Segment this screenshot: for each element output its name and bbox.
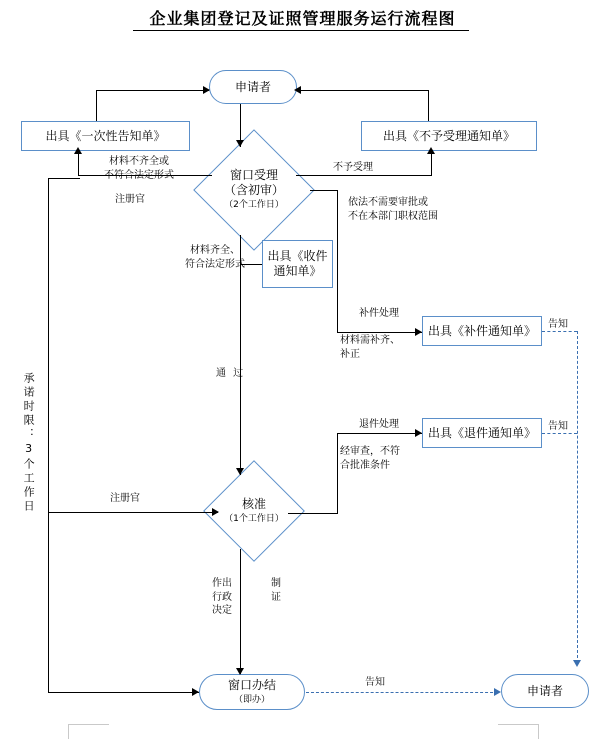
dashed-done-to-applicant (306, 692, 498, 693)
edge-supplement-riser (337, 190, 338, 333)
edge-left-loop-bottom (48, 692, 199, 693)
edge-approve-to-done (240, 549, 241, 674)
edge-left-loop-top (48, 178, 80, 179)
edge-window-to-reject-v (431, 152, 432, 176)
arrowhead (294, 86, 301, 94)
label-supplement-reason: 材料需补齐、 补正 (340, 335, 400, 360)
node-label-line1: 窗口受理 (229, 168, 278, 183)
corner-mark-left (68, 724, 109, 739)
label-return-process: 退件处理 (359, 419, 399, 430)
edge-reject-up (428, 90, 429, 121)
arrowhead (236, 468, 244, 475)
edge-to-supplement-h (337, 332, 422, 333)
node-notice-reject-accept[interactable] (361, 121, 537, 151)
edge-noticeonce-up (96, 90, 97, 121)
label-notify-2: 告知 (548, 421, 568, 432)
edge-to-return-h (337, 433, 422, 434)
edge-return-riser (337, 433, 338, 513)
edge-window-to-approve (240, 235, 241, 475)
node-return-notice[interactable] (422, 418, 542, 448)
arrowhead (192, 688, 199, 696)
node-supplement-notice[interactable] (422, 316, 542, 346)
node-label: 申请者 (234, 79, 271, 94)
arrowhead (212, 508, 219, 516)
arrowhead (494, 688, 501, 696)
arrowhead (74, 147, 82, 154)
label-law-scope: 依法不需要审批或 不在本部门职权范围 (348, 197, 438, 222)
arrowhead (415, 429, 422, 437)
node-label: 出具《补件通知单》 (427, 323, 536, 338)
node-label: 核准 (241, 496, 266, 511)
edge-supplement-from-window (310, 190, 338, 191)
arrowhead (573, 660, 581, 667)
node-notice-once[interactable] (21, 121, 190, 151)
node-applicant-bottom[interactable] (501, 674, 589, 708)
edge-window-to-reject-h (296, 175, 432, 176)
label-notify-3: 告知 (365, 677, 385, 688)
label-registrar-bottom: 注册官 (110, 493, 140, 504)
label-make-decision: 作出 行政 决定 (212, 578, 232, 616)
node-label-line1: 出具《收件 (267, 249, 328, 263)
edge-noticeonce-to-applicant (96, 90, 209, 91)
node-approve[interactable] (190, 470, 318, 552)
edge-left-loop-v (48, 178, 49, 693)
node-label: 申请者 (526, 683, 563, 698)
edge-window-to-noticeonce-v (78, 152, 79, 176)
label-complete: 材料齐全、 符合法定形式 (185, 245, 245, 270)
arrowhead (203, 86, 210, 94)
node-applicant-top[interactable] (209, 70, 297, 104)
label-make-cert: 制 证 (271, 578, 281, 603)
title-underline (133, 30, 469, 31)
page-title: 企业集团登记及证照管理服务运行流程图 (149, 9, 456, 28)
node-label: 窗口办结 (227, 677, 276, 692)
edge-registrar-to-approve (48, 512, 218, 513)
node-label: 出具《退件通知单》 (427, 425, 536, 440)
label-promise-deadline: 承诺时限：3个工作日 (22, 372, 36, 514)
arrowhead (236, 140, 244, 147)
node-window-done[interactable] (199, 674, 305, 710)
arrowhead (427, 147, 435, 154)
node-label: 出具《不予受理通知单》 (382, 128, 515, 143)
diamond-label (190, 145, 318, 235)
node-label-line2: 通知单》 (273, 264, 322, 278)
label-incomplete: 材料不齐全或 不符合法定形式 (104, 156, 174, 181)
label-notify-1: 告知 (548, 319, 568, 330)
node-label-sub: （1个工作日） (224, 513, 284, 524)
label-pass: 通 过 (216, 368, 246, 379)
edge-approve-to-return (288, 513, 338, 514)
label-return-reason: 经审查，不符 合批准条件 (340, 446, 400, 471)
node-label-sub: （2个工作日） (224, 200, 284, 211)
label-not-accept: 不予受理 (333, 162, 373, 173)
dashed-supplement-to-applicant-v (577, 331, 578, 663)
node-receipt-notice[interactable] (262, 240, 333, 288)
node-label-sub: （即办） (233, 694, 270, 705)
corner-mark-right (498, 724, 539, 739)
node-window-accept[interactable] (190, 145, 318, 235)
node-label-line2: （含初审） (223, 183, 284, 198)
label-registrar-top: 注册官 (115, 194, 145, 205)
diamond-label (190, 470, 318, 552)
label-supplement-process: 补件处理 (359, 308, 399, 319)
node-label: 出具《一次性告知单》 (45, 128, 166, 143)
edge-reject-to-applicant (298, 90, 429, 91)
arrowhead (236, 668, 244, 675)
